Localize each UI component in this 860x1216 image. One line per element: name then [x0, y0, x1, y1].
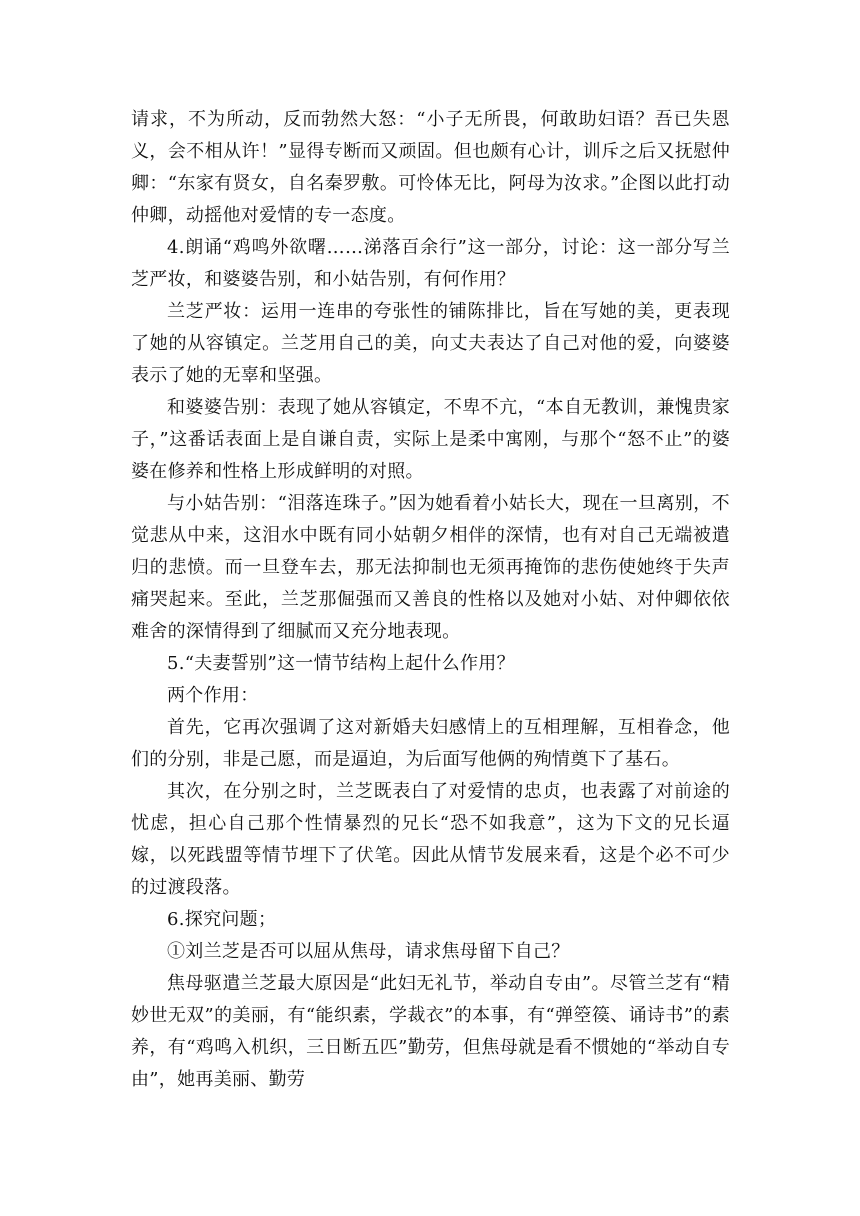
paragraph: 其次，在分别之时，兰芝既表白了对爱情的忠贞，也表露了对前途的忧虑，担心自己那个性情暴烈的兄长“恐不如我意”，这为下文的兄长逼嫁，以死践盟等情节埋下了伏笔。因此从情节发展来看，这是个必不可少的过渡段落。 — [131, 781, 730, 898]
paragraph: 两个作用： — [167, 685, 259, 706]
document-body — [131, 104, 730, 1096]
paragraph: 焦母驱遣兰芝最大原因是“此妇无礼节，举动自专由”。尽管兰芝有“精妙世无双”的美丽，有“能织素，学裁衣”的本事，有“弹箜篌、诵诗书”的素养，有“鸡鸣入机织，三日断五匹”勤劳，但焦母就是看不惯她的“举动自专由”，她再美丽、勤劳 — [131, 973, 730, 1090]
paragraph: 兰芝严妆：运用一连串的夸张性的铺陈排比，旨在写她的美，更表现了她的从容镇定。兰芝用自己的美，向丈夫表达了自己对他的爱，向婆婆表示了她的无辜和坚强。 — [131, 301, 730, 386]
question-5: 5.“夫妻誓别”这一情节结构上起什么作用？ — [167, 653, 515, 674]
paragraph: 和婆婆告别：表现了她从容镇定，不卑不亢，“本自无教训，兼愧贵家子，”这番话表面上是自谦自责，实际上是柔中寓刚，与那个“怒不止”的婆婆在修养和性格上形成鲜明的对照。 — [131, 397, 730, 482]
paragraph: 首先，它再次强调了这对新婚夫妇感情上的互相理解，互相眷念，他们的分别，非是己愿，而是逼迫，为后面写他俩的殉情奠下了基石。 — [131, 717, 730, 770]
paragraph: 与小姑告别：“泪落连珠子。”因为她看着小姑长大，现在一旦离别，不觉悲从中来，这泪水中既有同小姑朝夕相伴的深情，也有对自己无端被遣归的悲愤。而一旦登车去，那无法抑制也无须再掩饰的悲伤使她终于失声痛哭起来。至此，兰芝那倔强而又善良的性格以及她对小姑、对仲卿依依难舍的深情得到了细腻而又充分地表现。 — [131, 493, 730, 642]
question-6: 6.探究问题； — [167, 909, 277, 930]
paragraph: 请求，不为所动，反而勃然大怒：“小子无所畏，何敢助妇语？吾已失恩义，会不相从许！”显得专断而又顽固。但也颇有心计，训斥之后又抚慰仲卿：“东家有贤女，自名秦罗敷。可怜体无比，阿母为汝求。”企图以此打动仲卿，动摇他对爱情的专一态度。 — [131, 109, 730, 226]
sub-question-1: ①刘兰芝是否可以屈从焦母，请求焦母留下自己？ — [167, 941, 570, 962]
question-4: 4.朗诵“鸡鸣外欲曙……涕落百余行”这一部分，讨论：这一部分写兰芝严妆，和婆婆告别，和小姑告别，有何作用？ — [131, 237, 730, 290]
